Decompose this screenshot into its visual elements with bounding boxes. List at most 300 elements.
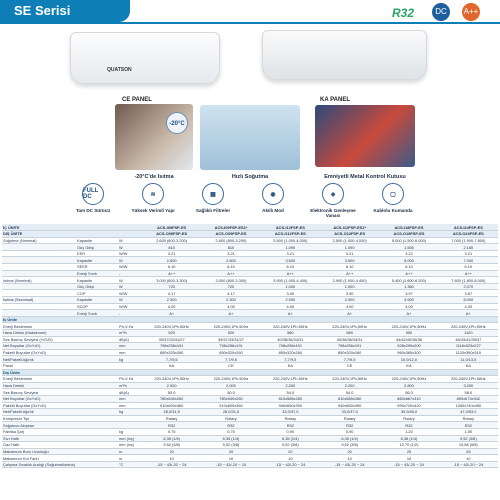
table-cell: Kompresör Tipi [2,415,76,422]
table-cell: Net Boyutlar (GxYxD) [2,395,76,402]
table-cell [118,224,142,231]
table-row [2,264,498,271]
table-cell: R32 [142,422,201,429]
table-cell: A+ [142,310,201,317]
table-cell: A++ [379,270,438,277]
table-cell: Net/Paketli Ağırlık [2,356,76,363]
table-cell: A++ [261,270,320,277]
table-cell: 33,0/37,0 [261,409,320,416]
table-cell: 3.200 [439,382,498,389]
table-cell: Rotary [320,415,379,422]
table-cell: 3.22 [379,250,438,257]
table-cell: A++ [320,270,379,277]
table-cell: 928x290x200 [379,343,438,350]
table-cell: ACS-I12FSP-ES1* [320,224,379,231]
table-cell: KA [439,362,498,369]
table-cell: 3.21 [261,250,320,257]
table-cell: 798x256x191 [201,343,260,350]
table-cell: 39,0/45,0 [379,409,438,416]
table-cell: 0,75 [201,428,260,435]
table-cell: 6,35 (1/4) [201,435,260,442]
table-cell: Kapasite [76,237,118,244]
table-cell: ACS-O12FSP-ES [320,231,379,238]
table-row [2,395,498,402]
table-cell: Kapasite [76,297,118,304]
table-cell: 9,52 (3/8) [142,442,201,449]
table-cell: 0,75 [142,428,201,435]
table-cell: 220-240V,1Ph,50Hz [261,323,320,330]
table-row [2,310,498,317]
table-cell [76,323,118,330]
table-cell: 2.000 [201,382,260,389]
table-cell: 720 [201,283,260,290]
table-cell: 3.000 (800-3.300) [142,277,201,284]
table-cell: 810 [201,244,260,251]
table-cell [76,402,118,409]
table-cell: 6.10 [201,264,260,271]
table-cell: mm [118,395,142,402]
table-row [2,448,498,455]
table-cell: SEER [76,264,118,271]
table-cell: A++ [142,270,201,277]
table-cell: Rotary [142,415,201,422]
table-cell: ACS-I09FSP-ES [142,224,201,231]
table-cell: 2.600 [201,257,260,264]
table-cell: ACS-I18FSP-ES [379,224,438,231]
table-cell: 25 [379,448,438,455]
table-cell [2,290,76,297]
table-row [2,422,498,429]
table-cell: R32 [201,422,260,429]
table-cell: 220-240V,1Ph,50Hz [320,376,379,383]
table-cell: 220-240V,1Ph,50Hz [439,376,498,383]
table-cell: 3.21 [320,250,379,257]
table-cell: Maksimum Boru Uzunluğu [2,448,76,455]
table-cell: 780x540x260 [201,395,260,402]
table-cell: mm (inç) [118,442,142,449]
table-cell: 56.0 [379,389,438,396]
table-cell: 1.090 [261,244,320,251]
table-cell: 28,0/31,5 [142,409,201,416]
table-cell: W/W [118,264,142,271]
table-cell: mm [118,349,142,356]
table-cell: A+ [320,310,379,317]
table-cell: 11,0/13,5 [439,356,498,363]
table-cell: KA [261,362,320,369]
table-row [2,323,498,330]
table-row [2,356,498,363]
table-cell: ACS-O18FSP-ES [379,231,438,238]
table-cell: 20 [261,448,320,455]
table-cell: 6,35 (1/4) [261,435,320,442]
table-cell: 4.00 [201,303,260,310]
table-cell: 1,50 [439,428,498,435]
table-section [2,369,498,376]
table-cell: 220-240V,1Ph,50Hz [379,323,438,330]
table-cell: İç Ünite [2,316,498,323]
table-row [2,250,498,257]
table-row [2,362,498,369]
table-cell: 10 [439,455,498,462]
table-row [2,428,498,435]
table-cell: W [118,237,142,244]
table-cell: ACS-O09FSP-ES [142,231,201,238]
table-cell: 2.600 (800-3.200) [201,237,260,244]
table-cell: 950 [379,330,438,337]
table-row [2,330,498,337]
table-cell: m³/h [118,382,142,389]
table-cell: ACS-O12FSP-ES [261,231,320,238]
table-row [2,382,498,389]
table-cell: kg [118,409,142,416]
table-cell: 20 [320,448,379,455]
table-cell: kg [118,428,142,435]
table-cell: W/W [118,290,142,297]
table-cell: Panel [2,362,76,369]
table-cell: 220-240V,1Ph,50Hz [142,376,201,383]
page-title: SE Serisi [0,0,130,22]
table-cell: 810x585x280 [261,395,320,402]
table-cell: 1100 [439,330,498,337]
table-cell: 3.900 [379,297,438,304]
table-cell: 58.0 [439,389,498,396]
table-cell: -15 ~ 43/-20 ~ 24 [439,461,498,468]
table-cell [76,435,118,442]
table-cell: Enerji Sınıfı [76,270,118,277]
table-cell: KA [379,362,438,369]
table-cell: 1.000 [320,283,379,290]
table-cell: 220-240V,1Ph,50Hz [142,323,201,330]
table-cell [76,362,118,369]
table-cell: 20 [142,448,201,455]
table-cell: 6.10 [261,264,320,271]
table-cell: R32 [439,422,498,429]
table-cell: 2.600 [142,257,201,264]
table-cell: Ses Basınç Seviyesi (Y/O/D) [2,336,76,343]
table-cell: 2.900 [320,297,379,304]
table-cell: 2.000 [142,382,201,389]
table-cell: 7.000 (1.900-7.800) [439,237,498,244]
table-cell: Fabrika Şarj [2,428,76,435]
table-row [2,389,498,396]
table-cell: 2.800 [379,382,438,389]
table-cell: 15,88 (5/8) [439,442,498,449]
table-cell: 50.0 [201,389,260,396]
table-cell: 10,0/12,0 [379,356,438,363]
table-cell: 580 [320,330,379,337]
table-cell: 3.500 [261,257,320,264]
table-cell: -15 ~ 43/-20 ~ 24 [142,461,201,468]
table-cell: 4.00 [379,303,438,310]
table-cell: Rotary [439,415,498,422]
table-cell: 9,52 (3/8) [261,442,320,449]
table-cell: 850x320x260 [142,349,201,356]
icon-label: Tam DC Sürücü [75,208,111,213]
table-cell: W [118,277,142,284]
table-cell: dB(A) [118,389,142,396]
table-cell: 780x540x260 [142,395,201,402]
table-cell: 3.500 (1.000-4.000) [261,237,320,244]
table-cell: 6.10 [320,264,379,271]
table-cell: dB(A) [118,336,142,343]
table-cell: 20 [201,448,260,455]
table-cell [2,257,76,264]
expansion-valve-icon: ◈ [322,183,344,205]
table-cell: 860x667x310 [379,395,438,402]
table-cell: 9,52 (3/8) [320,442,379,449]
table-cell [2,303,76,310]
table-cell: 850x320x260 [320,349,379,356]
table-cell: 3.900 (1.000-4.400) [261,277,320,284]
full-dc-icon: FULL DC [82,183,104,205]
spec-table [2,224,498,468]
table-cell: 2.200 [261,382,320,389]
table-cell [76,330,118,337]
table-cell: 10 [142,455,201,462]
table-cell [76,415,118,422]
table-cell [76,442,118,449]
table-cell: Hava Debisi (Maksimum) [2,330,76,337]
table-cell: Kapasite [76,257,118,264]
smart-mode-icon: ◉ [262,183,284,205]
table-cell: 1050x740x450 [439,402,498,409]
brand-logo: QUATSON [107,67,132,73]
table-cell: Enerji Beslemesi [2,323,76,330]
table-cell: 54.0 [320,389,379,396]
table-cell: SCOP [76,303,118,310]
table-cell: 5.000 (1.500-6.000) [379,237,438,244]
table-cell: m [118,448,142,455]
metal-box-photo [315,105,415,167]
table-cell [76,231,118,238]
table-cell: 2.300 [201,297,260,304]
table-cell [2,244,76,251]
table-cell: 3.500 (1.000-4.000) [320,237,379,244]
table-cell: 7,7/9,5 [142,356,201,363]
table-cell: A+ [379,310,438,317]
table-cell: Paketli Boyutlar (GxYxD) [2,349,76,356]
heating-caption: -20°C'de Isıtma [134,174,174,180]
table-cell: R32 [320,422,379,429]
table-cell: 45/43/41/39/37 [439,336,498,343]
table-cell: -15 ~ 43/-20 ~ 24 [320,461,379,468]
table-cell: - [118,310,142,317]
table-cell [76,461,118,468]
table-cell [76,448,118,455]
table-cell: ACS-I24FSP-ES [439,224,498,231]
table-row [2,303,498,310]
table-cell: 3.90 [320,290,379,297]
table-cell: Çalışma Sıcaklık Aralığı (Soğutma/Isıtma) [3,462,75,468]
table-cell: İÇ ÜNİTE [2,224,76,231]
table-cell: mm [118,343,142,350]
ka-panel-label: KA PANEL [320,97,350,103]
table-cell: Hava Debisi [2,382,76,389]
energy-badge-icon: A++ [462,3,480,21]
table-cell: 44/42/40/38/36 [379,336,438,343]
table-cell: Ses Basınç Seviyesi [2,389,76,396]
icon-label: Sağlıklı Filtreler [195,208,231,213]
table-row [2,349,498,356]
table-cell: 3.000 (800-3.300) [201,277,260,284]
table-row [2,297,498,304]
table-cell: 3.67 [439,290,498,297]
table-cell: 3.500 [320,257,379,264]
table-cell: Gaz Hattı [2,442,76,449]
table-cell: 220-240V,1Ph,50Hz [379,376,438,383]
table-cell: A++ [201,270,260,277]
table-cell: 5.000 [379,257,438,264]
table-cell: A+ [201,310,260,317]
table-cell: m³/h [118,330,142,337]
table-cell: 220-240V,1Ph,50Hz [261,376,320,383]
table-cell [76,343,118,350]
table-cell: 850x320x260 [201,349,260,356]
table-cell: 7,7/9,5 [201,356,260,363]
table-cell: 6.10 [379,264,438,271]
table-cell: 2.180 [439,244,498,251]
table-cell: m [118,455,142,462]
table-section [2,316,498,323]
table-cell: A+ [439,310,498,317]
table-row [2,435,498,442]
icon-label: Yüksek Verimli Yapı [131,208,175,213]
ce-panel-unit [70,32,220,84]
table-cell: 10 [379,455,438,462]
table-cell: 1,20 [379,428,438,435]
table-cell: Paketli Boyutlar (GxYxD) [2,402,76,409]
table-cell: Maksimum Kot Farkı [2,455,76,462]
table-cell: Ph-V-Hz [118,323,142,330]
table-cell: Rotary [201,415,260,422]
temperature-overlay: -20°C [166,112,188,134]
table-row [2,343,498,350]
table-row [2,336,498,343]
table-row [2,231,498,238]
table-cell: 40/38/36/34/31 [261,336,320,343]
table-cell: kg [118,356,142,363]
table-cell [2,310,76,317]
table-cell: 910x600x360 [142,402,201,409]
table-cell: 12,70 (1/2) [379,442,438,449]
table-cell: 10 [320,455,379,462]
table-cell: 3.21 [439,250,498,257]
efficiency-icon: ≋ [142,183,164,205]
ce-panel-label: CE PANEL [122,97,152,103]
table-cell: 220-240V,1Ph,50Hz [201,323,260,330]
table-cell: Enerji Beslemesi [2,376,76,383]
table-cell: 2.900 [261,297,320,304]
table-cell: W [118,244,142,251]
table-cell: Ph-V-Hz [118,376,142,383]
table-row [2,415,498,422]
table-cell [76,428,118,435]
table-cell: Isıtma (Sezonsal) [2,297,76,304]
table-cell: 5.000 [439,297,498,304]
table-cell [76,376,118,383]
table-cell: 798x256x191 [261,343,320,350]
table-cell: COP [76,290,118,297]
table-cell: 220-240V,1Ph,50Hz [439,323,498,330]
table-row [2,402,498,409]
table-cell: 5.400 (1.600-6.200) [379,277,438,284]
table-cell: Soğutma (Nominal) [2,237,76,244]
table-cell: 3.90 [261,290,320,297]
table-cell: 6.10 [142,264,201,271]
table-cell: 2.300 [142,297,201,304]
table-row [2,283,498,290]
table-cell: 3.97 [379,290,438,297]
table-cell: -15 ~ 43/-20 ~ 24 [201,461,260,468]
table-cell: 810 [142,244,201,251]
table-cell: R32 [379,422,438,429]
metal-box-caption: Emniyetli Metal Kontrol Kutusu [324,174,406,180]
table-cell: 25 [439,448,498,455]
table-row [2,257,498,264]
table-cell: DIŞ ÜNİTE [2,231,76,238]
table-cell: 4.17 [201,290,260,297]
table-cell: Isıtma (Nominal) [2,277,76,284]
table-cell: 2.600 (800-3.200) [142,237,201,244]
table-cell: W [118,283,142,290]
table-cell: CE [320,362,379,369]
table-row [2,442,498,449]
table-cell: mm [118,402,142,409]
table-cell: CE [201,362,260,369]
table-cell: W [118,257,142,264]
filter-icon: ▦ [202,183,224,205]
table-cell: 4.00 [439,303,498,310]
table-row [2,461,498,468]
table-cell: 3.900 (1.000-4.400) [320,277,379,284]
table-cell: 995x720x420 [379,402,438,409]
table-cell: Sıvı Hattı [2,435,76,442]
table-cell: ACS-I12FSP-ES [261,224,320,231]
table-cell [118,422,142,429]
table-cell: KA [142,362,201,369]
table-cell: 520 [142,330,201,337]
table-row [2,376,498,383]
table-row [2,237,498,244]
table-cell: 7,7/9,5 [261,356,320,363]
table-cell [76,224,118,231]
table-cell: 1.090 [320,244,379,251]
table-cell: Rotary [261,415,320,422]
icon-label: Akıllı Mod [262,208,284,213]
table-cell: -15 ~ 43/-20 ~ 24 [261,461,320,468]
table-cell: 798x256x191 [320,343,379,350]
table-cell: -15 ~ 43/-20 ~ 24 [379,461,438,468]
table-cell [76,349,118,356]
table-cell [76,395,118,402]
table-cell: 890x673x342 [439,395,498,402]
table-cell: A++ [439,270,498,277]
table-cell: 960x365x300 [379,349,438,356]
table-row [2,277,498,284]
table-cell: 220-240V,1Ph,50Hz [201,376,260,383]
ka-panel-unit [262,30,427,80]
table-cell: Dış Ünite [2,369,498,376]
table-cell: Kapasite [76,277,118,284]
table-cell: 6,35 (1/4) [379,435,438,442]
table-cell: 9,52 (3/8) [439,435,498,442]
table-cell: 40/38/36/34/31 [320,336,379,343]
table-cell: 10 [261,455,320,462]
table-cell: 47,0/53,0 [439,409,498,416]
table-cell: 580 [261,330,320,337]
table-cell: 1.360 [379,283,438,290]
table-cell: 1116x325x227 [439,343,498,350]
